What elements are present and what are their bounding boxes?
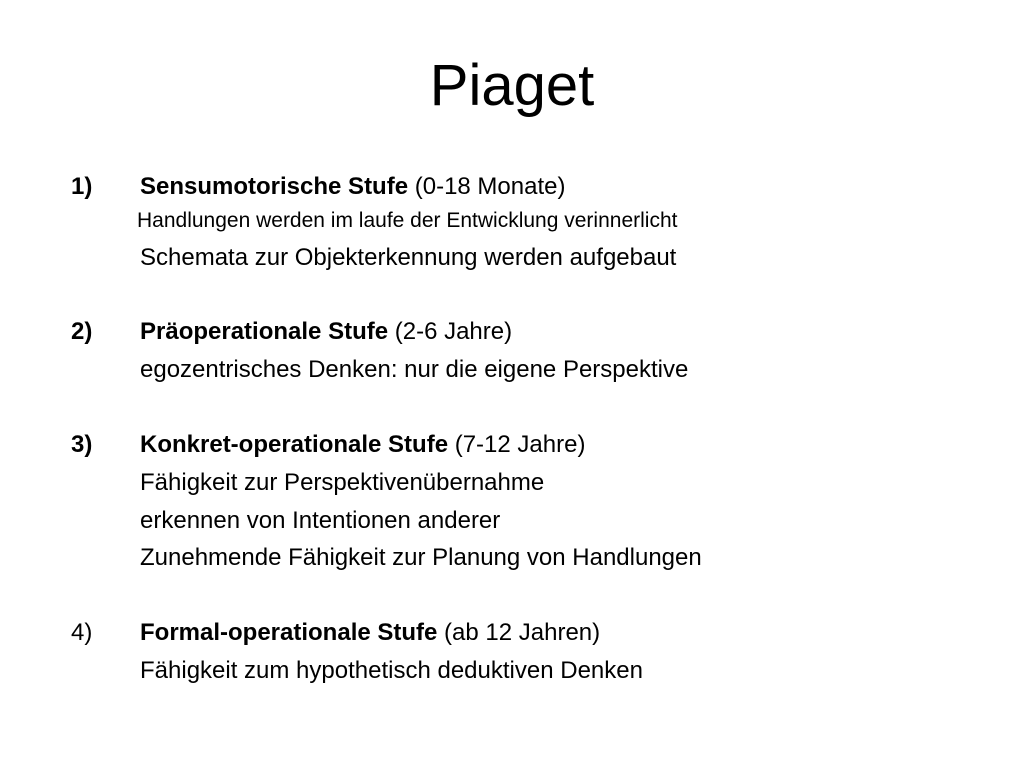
stage-2-name: Präoperationale Stufe	[140, 318, 389, 345]
stage-1-range: (0-18 Monate)	[414, 173, 566, 200]
stage-1-line-2: Schemata zur Objekterkennung werden aufgebaut	[140, 244, 677, 271]
stage-3-heading	[140, 430, 585, 460]
stage-3-number: 3)	[71, 431, 93, 458]
stage-3-name: Konkret-operationale Stufe	[140, 431, 449, 458]
stage-2-number: 2)	[71, 318, 93, 345]
stage-2-line-1: egozentrisches Denken: nur die eigene Perspektive	[140, 356, 689, 383]
stage-1-heading	[140, 172, 565, 202]
stage-1-line-1: Handlungen werden im laufe der Entwicklung verinnerlicht	[137, 209, 678, 232]
stage-4-heading	[140, 618, 600, 648]
stage-3-line-2: erkennen von Intentionen anderer	[140, 507, 501, 534]
stage-3-line-3: Zunehmende Fähigkeit zur Planung von Handlungen	[140, 544, 702, 571]
slide-title: Piaget	[429, 53, 595, 118]
stage-3-range: (7-12 Jahre)	[454, 431, 586, 458]
stage-4-range: (ab 12 Jahren)	[444, 619, 601, 646]
stage-4-line-1: Fähigkeit zum hypothetisch deduktiven Denken	[140, 657, 643, 684]
stage-3-line-1: Fähigkeit zur Perspektivenübernahme	[140, 469, 545, 496]
stage-2-range: (2-6 Jahre)	[394, 318, 513, 345]
stage-1-name: Sensumotorische Stufe	[140, 173, 409, 200]
stage-1-number: 1)	[71, 173, 93, 200]
stage-2-heading	[140, 317, 512, 347]
stage-4-name: Formal-operationale Stufe	[140, 619, 438, 646]
stage-4-number: 4)	[71, 619, 93, 646]
